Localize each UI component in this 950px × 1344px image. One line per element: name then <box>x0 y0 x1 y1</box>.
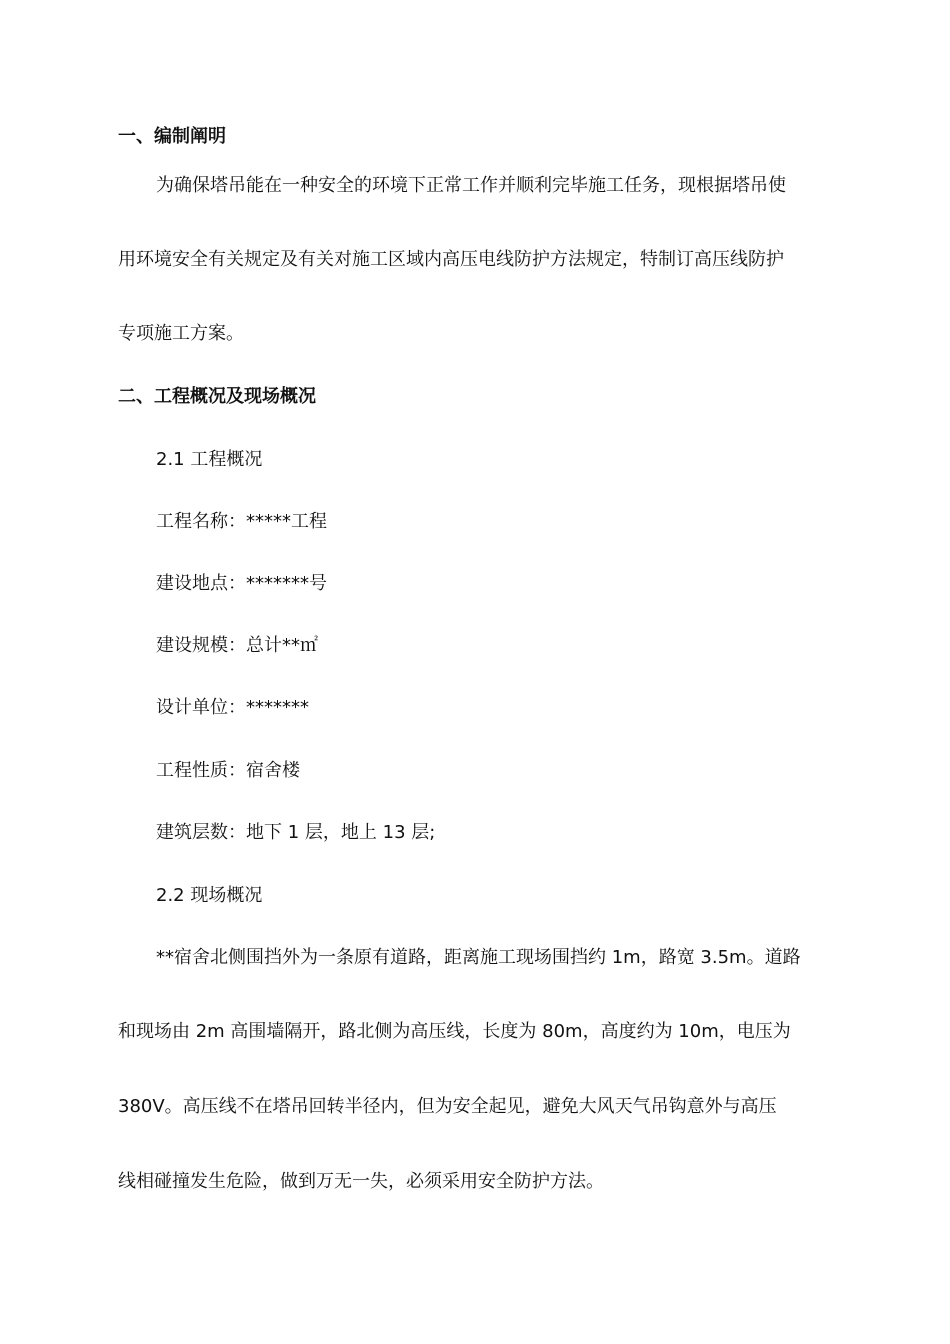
section-heading-2: 二、工程概况及现场概况 <box>118 386 316 407</box>
site-paragraph-line: 和现场由 2m 高围墙隔开，路北侧为高压线，长度为 80m，高度约为 10m，电压为 <box>118 1021 791 1042</box>
subsection-title-2-1: 2.1 工程概况 <box>156 449 263 470</box>
subsection-title-2-2: 2.2 现场概况 <box>156 885 263 906</box>
site-paragraph-line: **宿舍北侧围挡外为一条原有道路，距离施工现场围挡约 1m，路宽 3.5m。道路 <box>156 947 801 968</box>
site-paragraph-line: 380V。高压线不在塔吊回转半径内，但为安全起见，避免大风天气吊钩意外与高压 <box>118 1096 777 1117</box>
paragraph-line: 用环境安全有关规定及有关对施工区域内高压电线防护方法规定，特制订高压线防护 <box>118 249 784 270</box>
project-nature-line: 工程性质：宿舍楼 <box>156 760 300 781</box>
section-heading-1: 一、编制阐明 <box>118 126 226 147</box>
paragraph-line: 为确保塔吊能在一种安全的环境下正常工作并顺利完毕施工任务，现根据塔吊使 <box>156 175 786 196</box>
project-name-line: 工程名称：*****工程 <box>156 511 327 532</box>
paragraph-line: 专项施工方案。 <box>118 323 244 344</box>
site-paragraph-line: 线相碰撞发生危险，做到万无一失，必须采用安全防护方法。 <box>118 1171 604 1192</box>
construction-site-line: 建设地点：*******号 <box>156 573 327 594</box>
design-unit-line: 设计单位：******* <box>156 697 309 718</box>
building-floors-line: 建筑层数：地下 1 层，地上 13 层; <box>156 822 436 843</box>
construction-scale-line: 建设规模：总计**㎡ <box>156 635 318 656</box>
